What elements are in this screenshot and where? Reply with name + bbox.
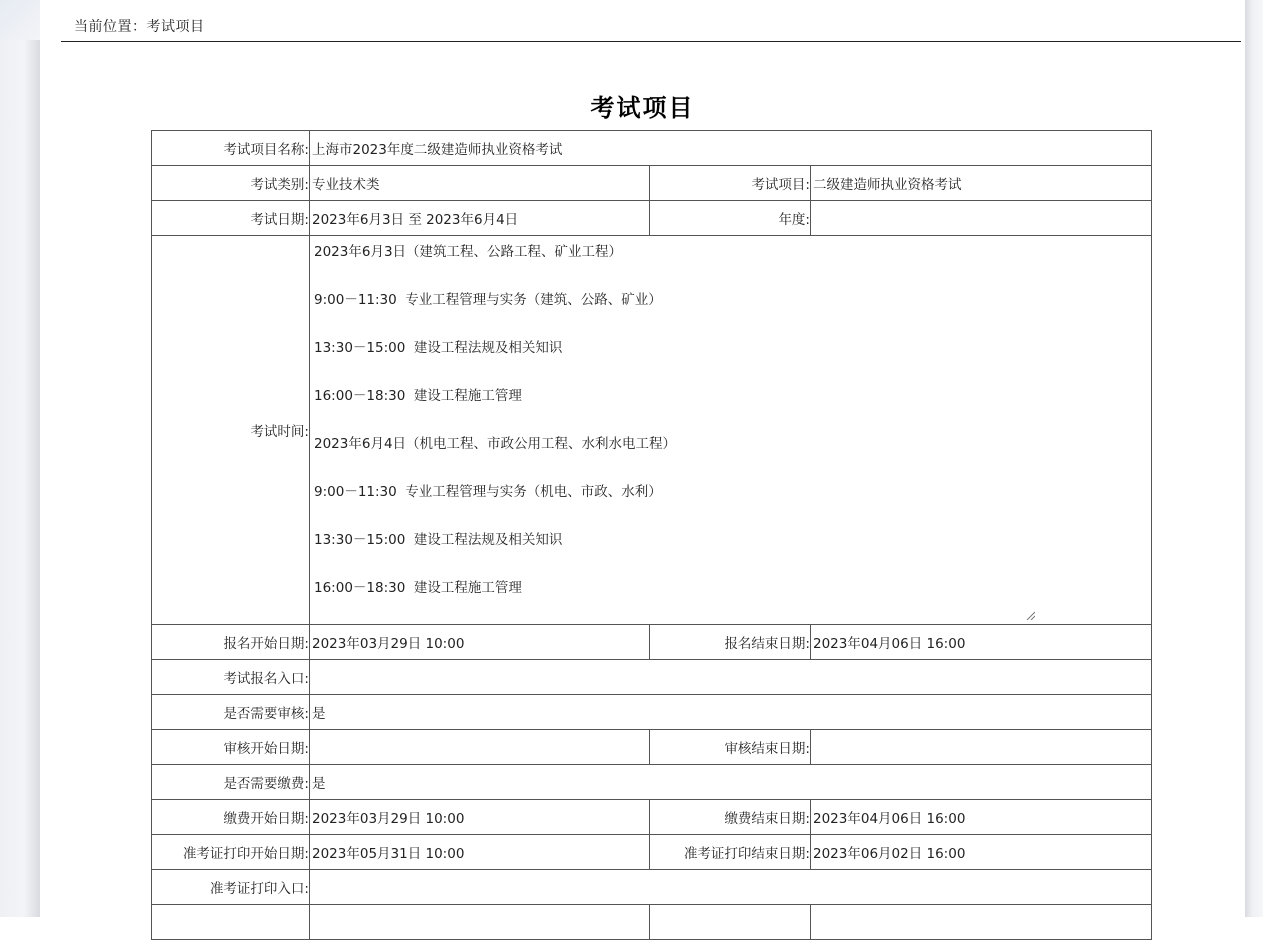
- breadcrumb: 当前位置：考试项目: [74, 19, 205, 35]
- schedule-line: 16:00－18:30 建设工程施工管理: [314, 580, 522, 596]
- label-cutoff-start: [152, 905, 310, 940]
- value-cutoff-start: [310, 905, 650, 940]
- value-review-start: [310, 730, 650, 765]
- row-fee: [152, 800, 1152, 835]
- exam-info-table: [151, 130, 1152, 940]
- exam-time-textarea[interactable]: [310, 236, 1152, 625]
- label-year: 年度:: [650, 201, 811, 236]
- row-exam-time: [152, 236, 1152, 625]
- row-date: [152, 201, 1152, 236]
- label-review-end: 审核结束日期:: [650, 730, 811, 765]
- schedule-line: 13:30－15:00 建设工程法规及相关知识: [314, 532, 563, 548]
- row-review: [152, 730, 1152, 765]
- row-need-review: [152, 695, 1152, 730]
- schedule-line: 9:00－11:30 专业工程管理与实务（建筑、公路、矿业）: [314, 292, 662, 308]
- row-name: [152, 131, 1152, 166]
- value-fee-start: 2023年03月29日 10:00: [310, 800, 650, 835]
- value-ticket-start: 2023年05月31日 10:00: [310, 835, 650, 870]
- value-reg-entry[interactable]: [310, 660, 1152, 695]
- label-ticket-start: 准考证打印开始日期:: [152, 835, 310, 870]
- schedule-line: 13:30－15:00 建设工程法规及相关知识: [314, 340, 563, 356]
- label-project: 考试项目:: [650, 166, 811, 201]
- row-cutoff: [152, 905, 1152, 940]
- exam-schedule: [310, 236, 1151, 624]
- schedule-line: 2023年6月4日（机电工程、市政公用工程、水利水电工程）: [314, 436, 677, 452]
- value-need-fee: 是: [310, 765, 1152, 800]
- value-exam-date: 2023年6月3日 至 2023年6月4日: [310, 201, 650, 236]
- label-reg-end: 报名结束日期:: [650, 625, 811, 660]
- row-registration: [152, 625, 1152, 660]
- breadcrumb-divider: [61, 41, 1241, 42]
- value-project: 二级建造师执业资格考试: [811, 166, 1152, 201]
- value-need-review: 是: [310, 695, 1152, 730]
- value-year: [811, 201, 1152, 236]
- page: [41, 0, 1244, 917]
- schedule-line: 9:00－11:30 专业工程管理与实务（机电、市政、水利）: [314, 484, 662, 500]
- label-fee-start: 缴费开始日期:: [152, 800, 310, 835]
- label-ticket-end: 准考证打印结束日期:: [650, 835, 811, 870]
- label-exam-date: 考试日期:: [152, 201, 310, 236]
- value-cutoff-end: [811, 905, 1152, 940]
- label-review-start: 审核开始日期:: [152, 730, 310, 765]
- value-name: 上海市2023年度二级建造师执业资格考试: [310, 131, 1152, 166]
- value-ticket-entry[interactable]: [310, 870, 1152, 905]
- row-reg-entry: [152, 660, 1152, 695]
- value-ticket-end: 2023年06月02日 16:00: [811, 835, 1152, 870]
- label-reg-start: 报名开始日期:: [152, 625, 310, 660]
- value-reg-end: 2023年04月06日 16:00: [811, 625, 1152, 660]
- label-cutoff-end: [650, 905, 811, 940]
- row-need-fee: [152, 765, 1152, 800]
- label-need-fee: 是否需要缴费:: [152, 765, 310, 800]
- label-need-review: 是否需要审核:: [152, 695, 310, 730]
- label-fee-end: 缴费结束日期:: [650, 800, 811, 835]
- row-ticket-entry: [152, 870, 1152, 905]
- label-ticket-entry: 准考证打印入口:: [152, 870, 310, 905]
- value-review-end: [811, 730, 1152, 765]
- schedule-line: 16:00－18:30 建设工程施工管理: [314, 388, 522, 404]
- value-reg-start: 2023年03月29日 10:00: [310, 625, 650, 660]
- label-reg-entry: 考试报名入口:: [152, 660, 310, 695]
- schedule-line: 2023年6月3日（建筑工程、公路工程、矿业工程）: [314, 244, 623, 260]
- value-category: 专业技术类: [310, 166, 650, 201]
- resize-handle-icon[interactable]: [1025, 610, 1035, 620]
- label-category: 考试类别:: [152, 166, 310, 201]
- page-title: 考试项目: [590, 94, 695, 122]
- left-shadow: [0, 0, 40, 917]
- label-name: 考试项目名称:: [152, 131, 310, 166]
- value-fee-end: 2023年04月06日 16:00: [811, 800, 1152, 835]
- label-exam-time: 考试时间:: [152, 236, 310, 625]
- right-shadow: [1245, 0, 1263, 917]
- row-ticket: [152, 835, 1152, 870]
- row-category: [152, 166, 1152, 201]
